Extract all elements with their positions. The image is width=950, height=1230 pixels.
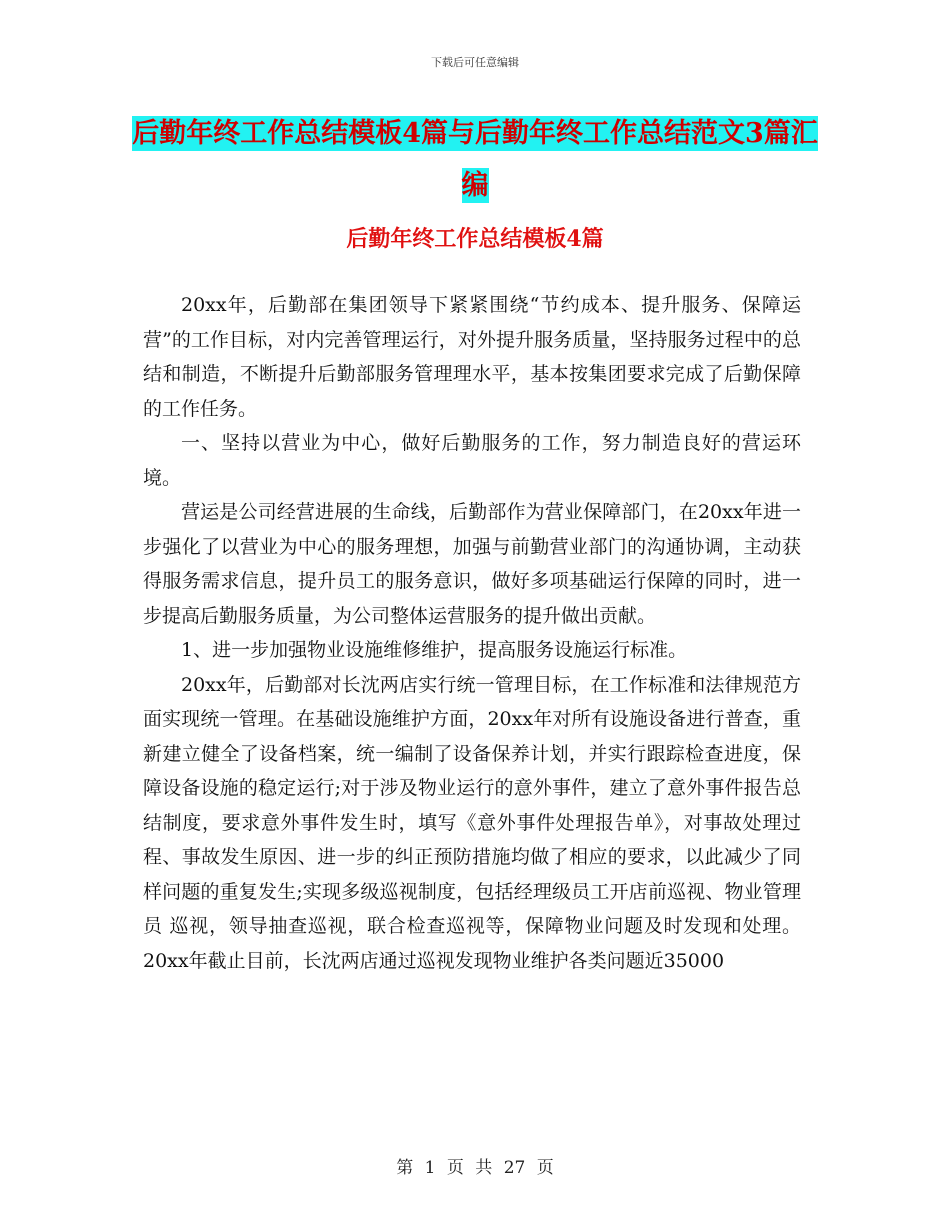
paragraph: 营运是公司经营进展的生命线，后勤部作为营业保障部门，在20xx年进一步强化了以营业为中心的服务理想，加强与前勤营业部门的沟通协调，主动获得服务需求信息，提升员工的服务意识，做好多项基础运行保障的同时，进一步提高后勤服务质量，为公司整体运营服务的提升做出贡献。 (143, 501, 801, 627)
paragraph: 20xx年，后勤部对长沈两店实行统一管理目标，在工作标准和法律规范方面实现统一管理。在基础设施维护方面，20xx年对所有设施设备进行普查，重新建立健全了设备档案，统一编制了设备保养计划，并实行跟踪检查进度，保障设备设施的稳定运行;对于涉及物业运行的意外事件，建立了意外事件报告总结制度，要求意外事件发生时，填写《意外事件处理报告单》，对事故处理过程、事故发生原因、进一步的纠正预防措施均做了相应的要求，以此减少了同样问题的重复发生;实现多级巡视制度，包括经理级员工开店前巡视、物业管理员 巡视，领导抽查巡视，联合检查巡视等，保障物业问题及时发现和处理。20xx年截止目前，长沈两店通过巡视发现物业维护各类问题近35000 (143, 673, 801, 972)
document-body (143, 288, 801, 978)
title-text: 后勤年终工作总结模板4篇与后勤年终工作总结范文3篇汇编 (132, 118, 818, 201)
page-footer: 第 1 页 共 27 页 (396, 1158, 554, 1178)
paragraph: 一、坚持以营业为中心，做好后勤服务的工作，努力制造良好的营运环境。 (143, 432, 801, 489)
paragraph: 1、进一步加强物业设施维修维护，提高服务设施运行标准。 (181, 639, 688, 661)
paragraph: 20xx年，后勤部在集团领导下紧紧围绕“节约成本、提升服务、保障运营”的工作目标，对内完善管理运行，对外提升服务质量，坚持服务过程中的总结和制造，不断提升后勤部服务管理理水平，基本按集团要求完成了后勤保障的工作任务。 (143, 294, 801, 420)
header-note: 下载后可任意编辑 (431, 56, 519, 69)
document-title (130, 108, 820, 212)
section-title: 后勤年终工作总结模板4篇 (346, 226, 604, 252)
